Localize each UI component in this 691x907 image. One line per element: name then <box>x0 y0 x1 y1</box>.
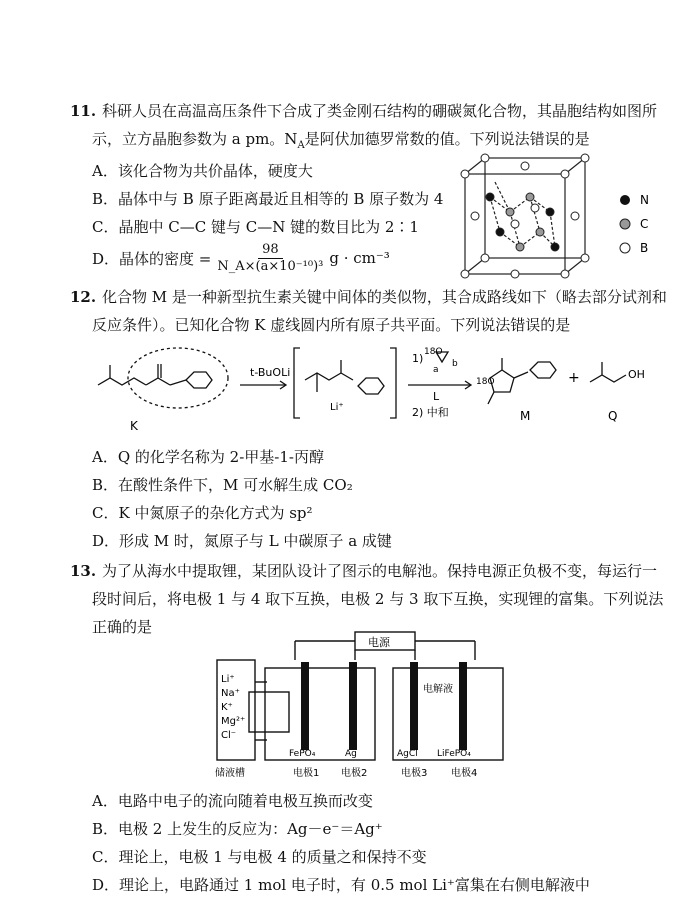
q13-stem-line2: 段时间后，将电极 1 与 4 取下互换，电极 2 与 3 取下互换，实现锂的富集。下列说法 <box>92 590 664 608</box>
reagent-tbuoli: t-BuOLi <box>250 366 291 379</box>
electrode-1-material: FePO₄ <box>289 749 316 759</box>
electrode-1-bar <box>301 662 309 750</box>
electrode-1-label: 电极1 <box>293 768 320 779</box>
ion-na: Na⁺ <box>221 688 240 699</box>
electrolyte-label: 电解液 <box>423 684 453 695</box>
label-m: M <box>520 409 531 423</box>
ion-mg: Mg²⁺ <box>221 716 246 727</box>
oh-group: OH <box>628 368 645 381</box>
step-1: 1) <box>412 352 424 365</box>
q13-option-b: B．电极 2 上发生的反应为：Ag－e⁻＝Ag⁺ <box>92 820 383 838</box>
q13-number: 13. <box>70 562 97 580</box>
q11-stem-line1: 11. 科研人员在高温高压条件下合成了类金刚石结构的硼碳氮化合物，其晶胞结构如图所 <box>70 102 658 120</box>
electrode-2-material: Ag <box>345 749 357 759</box>
q11-option-c: C．晶胞中 C—C 键与 C—N 键的数目比为 2∶1 <box>92 218 419 236</box>
q13-stem-line1: 13. 为了从海水中提取锂，某团队设计了图示的电解池。保持电源正负极不变，每运行一 <box>70 562 658 580</box>
q13-option-d: D．理论上，电路通过 1 mol 电子时，有 0.5 mol Li⁺富集在右侧电解液中 <box>92 876 590 894</box>
iso-label-l: 18O <box>424 347 443 357</box>
q12-stem-line2: 反应条件）。已知化合物 K 虚线圆内所有原子共平面。下列说法错误的是 <box>92 316 571 334</box>
label-a: a <box>433 365 439 375</box>
ion-cl: Cl⁻ <box>221 730 237 741</box>
q12-option-d: D．形成 M 时，氮原子与 L 中碳原子 a 成键 <box>92 532 392 550</box>
q12-option-c: C．K 中氮原子的杂化方式为 sp² <box>92 504 313 522</box>
legend-c: C <box>640 217 649 231</box>
crystal-cell-figure <box>455 152 670 282</box>
q11-option-d: D．晶体的密度 = $\frac{98}{\text{N\_A×(a×10⁻¹⁰)³}}$ g · cm⁻³ <box>92 241 390 274</box>
legend-b: B <box>640 241 649 255</box>
q12-option-a: A．Q 的化学名称为 2-甲基-1-丙醇 <box>92 448 324 466</box>
electrode-4-bar <box>459 662 467 750</box>
electrode-2-label: 电极2 <box>341 768 368 779</box>
q12-number: 12. <box>70 288 97 306</box>
electrode-4-material: LiFePO₄ <box>437 749 471 759</box>
tank-label: 储液槽 <box>215 768 245 779</box>
power-label: 电源 <box>368 636 390 649</box>
q13-option-a: A．电路中电子的流向随着电极互换而改变 <box>92 792 373 810</box>
electrode-3-bar <box>410 662 418 750</box>
electrolysis-figure <box>205 630 515 782</box>
iso-label-m: 18O <box>476 377 495 387</box>
q11-option-b: B．晶体中与 B 原子距离最近且相等的 B 原子数为 4 <box>92 190 444 208</box>
q13-stem-line3: 正确的是 <box>92 618 153 636</box>
label-b: b <box>452 359 458 369</box>
q11-stem-line2: 示，立方晶胞参数为 a pm。$N_A$是阿伏加德罗常数的值。下列说法错误的是 <box>92 130 590 151</box>
legend-n: N <box>640 193 649 207</box>
electrode-2-bar <box>349 662 357 750</box>
electrode-3-material: AgCl <box>397 749 418 759</box>
reaction-scheme <box>90 340 650 440</box>
plus-sign: + <box>568 370 580 386</box>
label-l: L <box>433 390 440 403</box>
electrode-3-label: 电极3 <box>401 768 428 779</box>
q13-option-c: C．理论上，电极 1 与电极 4 的质量之和保持不变 <box>92 848 427 866</box>
q11-number: 11. <box>70 102 97 120</box>
q12-stem-line1: 12. 化合物 M 是一种新型抗生素关键中间体的类似物，其合成路线如下（略去部分试剂和 <box>70 288 667 306</box>
step-2: 2) 中和 <box>412 406 449 419</box>
li-ion: Li⁺ <box>330 402 344 413</box>
q12-option-b: B．在酸性条件下，M 可水解生成 CO₂ <box>92 476 353 494</box>
q11-option-a: A．该化合物为共价晶体，硬度大 <box>92 162 313 180</box>
electrode-4-label: 电极4 <box>451 768 478 779</box>
ion-k: K⁺ <box>221 702 233 713</box>
density-fraction: $\frac{98}{\text{N\_A×(a×10⁻¹⁰)³}}$ <box>217 241 324 274</box>
label-q: Q <box>608 409 618 423</box>
label-k: K <box>130 419 138 433</box>
ion-li: Li⁺ <box>221 674 235 685</box>
